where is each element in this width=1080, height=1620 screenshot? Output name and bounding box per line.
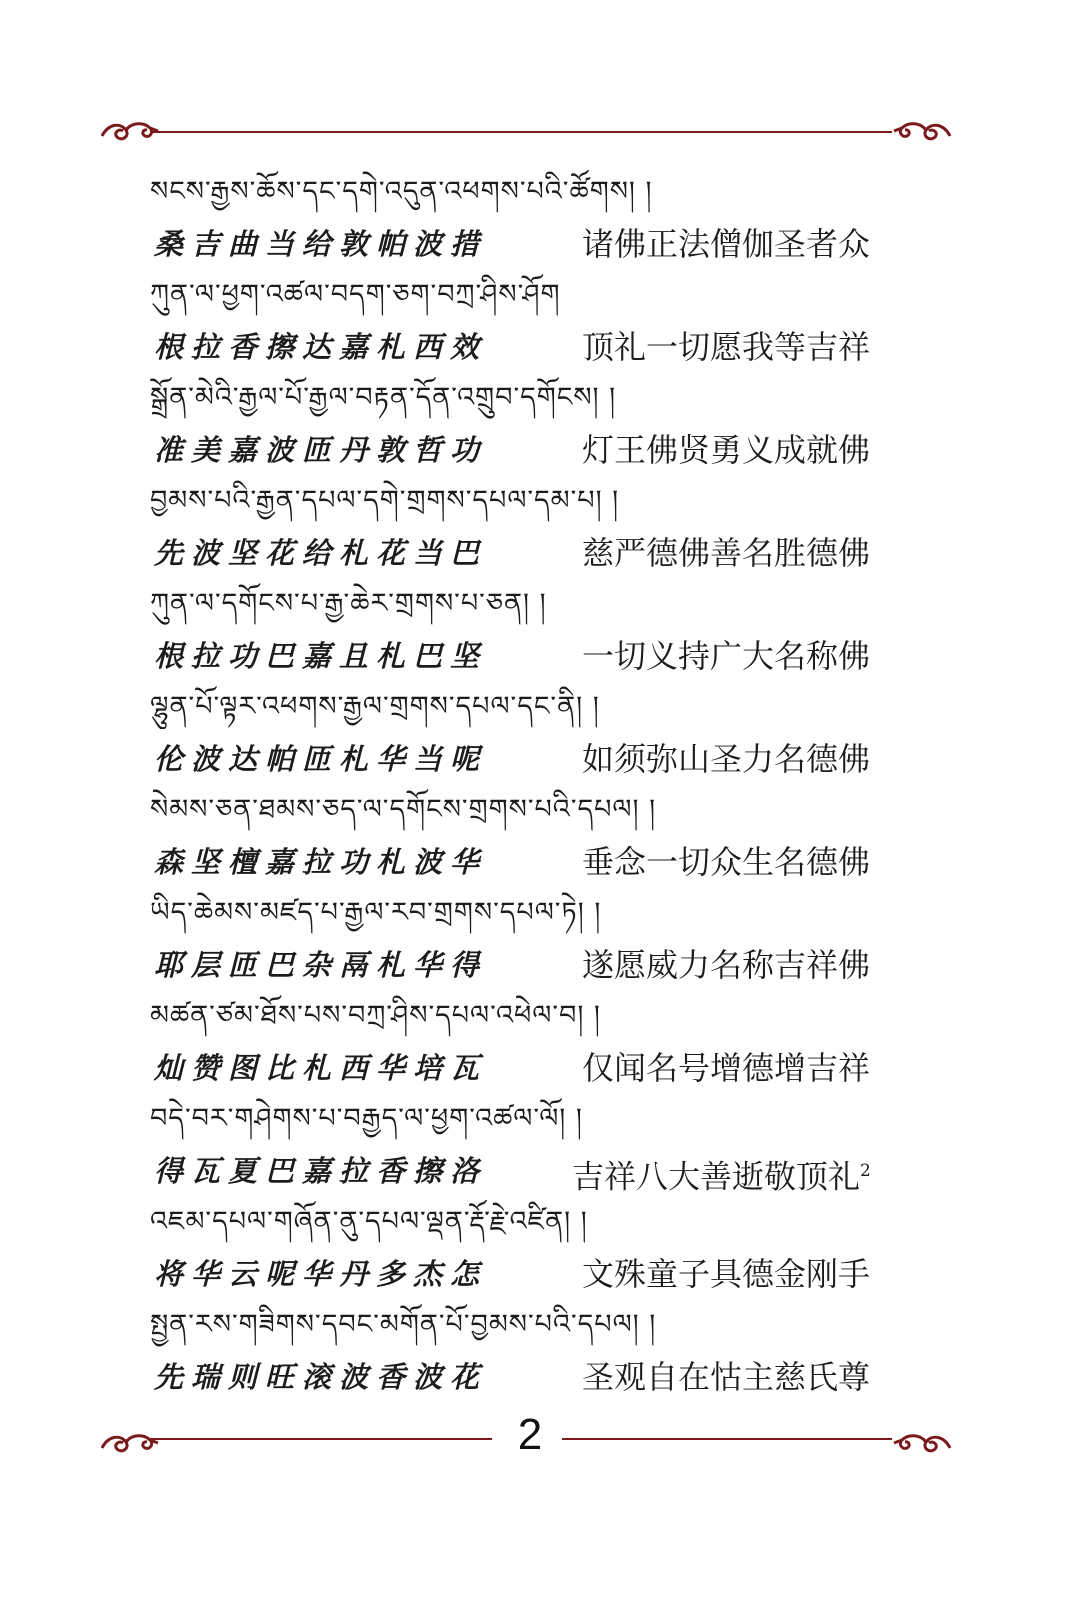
translation-text: 垂念一切众生名德佛	[582, 843, 871, 881]
translation-text: 一切义持广大名称佛	[582, 637, 871, 675]
scroll-ornament-icon	[892, 116, 954, 146]
phonetic-line: 耶层匝巴杂鬲札华得	[154, 948, 488, 982]
translation-text: 吉祥八大善逝敬顶礼	[572, 1157, 861, 1196]
translation-text: 圣观自在怙主慈氏尊	[582, 1358, 871, 1396]
translation-line	[582, 325, 912, 369]
tibetan-line: ཡིད་ཆེམས་མཛད་པ་རྒྱལ་རབ་གྲགས་དཔལ་ཏེ། །	[150, 897, 602, 928]
verse	[150, 376, 910, 479]
verse	[150, 994, 910, 1097]
phonetic-line: 先瑞则旺滚波香波花	[154, 1360, 488, 1394]
verse-list	[150, 170, 910, 1406]
translation-line	[582, 634, 912, 678]
translation-line	[582, 428, 912, 472]
translation-text: 诸佛正法僧伽圣者众	[582, 225, 871, 263]
phonetic-line: 桑吉曲当给敦帕波措	[154, 227, 488, 261]
phonetic-line: 根拉香擦达嘉札西效	[154, 330, 488, 364]
verse	[150, 685, 910, 788]
tibetan-line: བྱམས་པའི་རྒྱན་དཔལ་དགེ་གྲགས་དཔལ་དམ་པ། །	[150, 485, 620, 516]
translation-line	[582, 222, 912, 266]
phonetic-line: 准美嘉波匝丹敦哲功	[154, 433, 488, 467]
translation-line	[582, 1252, 912, 1296]
verse	[150, 273, 910, 376]
top-border-line	[150, 131, 892, 133]
verse	[150, 1097, 910, 1200]
translation-line	[582, 840, 912, 884]
phonetic-line: 根拉功巴嘉且札巴坚	[154, 639, 488, 673]
verse	[150, 1303, 910, 1406]
bottom-border-line-right	[562, 1438, 892, 1440]
verse	[150, 891, 910, 994]
tibetan-line: སྤྱན་རས་གཟིགས་དབང་མགོན་པོ་བྱམས་པའི་དཔལ། །	[150, 1309, 657, 1340]
translation-text: 遂愿威力名称吉祥佛	[582, 946, 871, 984]
verse	[150, 1200, 910, 1303]
translation-line	[582, 1355, 912, 1399]
tibetan-line: ཀུན་ལ་ཕྱག་འཚལ་བདག་ཅག་བཀྲ་ཤིས་ཤོག	[150, 279, 561, 310]
tibetan-line: སེམས་ཅན་ཐམས་ཅད་ལ་དགོངས་གྲགས་པའི་དཔལ། །	[150, 794, 657, 825]
tibetan-line: འཇམ་དཔལ་གཞོན་ནུ་དཔལ་ལྡན་རྡོ་རྗེ་འཛིན། །	[150, 1206, 588, 1237]
phonetic-line: 灿赞图比札西华培瓦	[154, 1051, 488, 1085]
translation-line	[582, 531, 912, 575]
translation-line	[572, 1149, 902, 1199]
phonetic-line: 将华云呢华丹多杰怎	[154, 1257, 488, 1291]
tibetan-line: ལྷུན་པོ་ལྟར་འཕགས་རྒྱལ་གྲགས་དཔལ་དང་ནི། །	[150, 691, 600, 722]
tibetan-line: ཀུན་ལ་དགོངས་པ་རྒྱ་ཆེར་གྲགས་པ་ཅན། །	[150, 588, 547, 619]
tibetan-line: བདེ་བར་གཤེགས་པ་བརྒྱད་ལ་ཕྱག་འཚལ་ལོ། །	[150, 1103, 583, 1134]
translation-line	[582, 943, 912, 987]
phonetic-line: 伦波达帕匝札华当呢	[154, 742, 488, 776]
translation-text: 仅闻名号增德增吉祥	[582, 1049, 871, 1087]
verse	[150, 582, 910, 685]
translation-text: 灯王佛贤勇义成就佛	[582, 431, 871, 469]
translation-text: 顶礼一切愿我等吉祥	[582, 328, 871, 366]
phonetic-line: 先波坚花给札花当巴	[154, 536, 488, 570]
translation-text: 文殊童子具德金刚手	[582, 1255, 871, 1293]
page-number: 2	[517, 1410, 543, 1459]
bottom-right-ornament	[892, 1428, 954, 1458]
top-right-ornament	[892, 116, 954, 146]
bottom-border-line-left	[150, 1438, 492, 1440]
scroll-ornament-icon	[98, 1428, 160, 1458]
translation-line	[582, 1046, 912, 1090]
phonetic-line: 森坚檀嘉拉功札波华	[154, 845, 488, 879]
tibetan-line: སངས་རྒྱས་ཆོས་དང་དགེ་འདུན་འཕགས་པའི་ཚོགས། །	[150, 176, 653, 207]
bottom-left-ornament	[98, 1428, 160, 1458]
tibetan-line: མཚན་ཙམ་ཐོས་པས་བཀྲ་ཤིས་དཔལ་འཕེལ་བ། །	[150, 1000, 601, 1031]
translation-text: 慈严德佛善名胜德佛	[582, 534, 871, 572]
footnote-marker: 2	[860, 1161, 871, 1181]
verse	[150, 170, 910, 273]
verse	[150, 479, 910, 582]
translation-line	[582, 737, 912, 781]
scroll-ornament-icon	[892, 1428, 954, 1458]
phonetic-line: 得瓦夏巴嘉拉香擦洛	[154, 1154, 488, 1188]
tibetan-line: སྒྲོན་མེའི་རྒྱལ་པོ་རྒྱལ་བརྟན་དོན་འགྲུབ་དགོངས། །	[150, 382, 617, 413]
translation-text: 如须弥山圣力名德佛	[582, 740, 871, 778]
verse	[150, 788, 910, 891]
